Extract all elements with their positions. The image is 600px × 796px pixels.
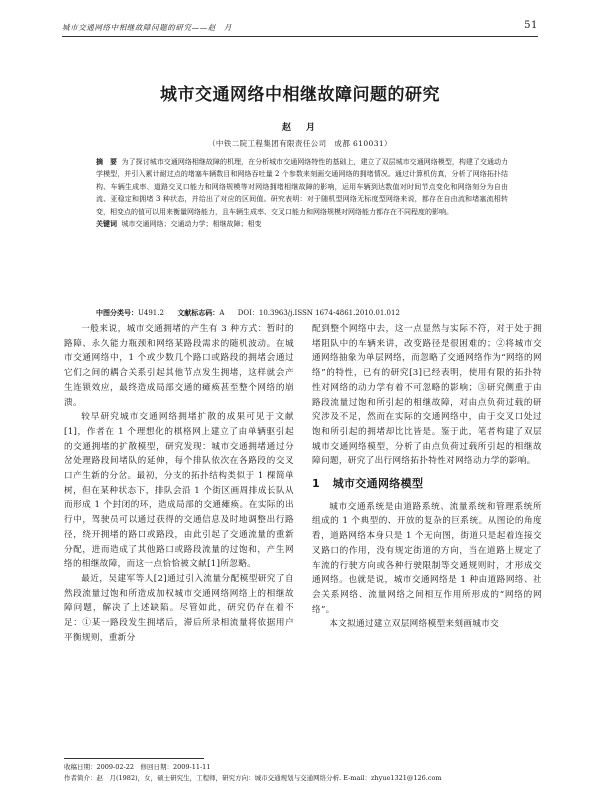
page-number: 51 xyxy=(524,20,538,31)
header-rule xyxy=(62,36,538,37)
body-paragraph: 一般来说，城市交通拥堵的产生有 3 种方式：暂时的路障、永久能力瓶颈和网络某路段需求的随机波动。在城市交通网络中，1 个或少数几个路口或路段的拥堵会通过它们之间的耦合关系引起其他节点发生拥堵，这样就会产生连锁效应，最终造成局部交通的瘫痪甚至整个网络的崩溃。 xyxy=(64,324,294,408)
abstract xyxy=(96,156,508,230)
doc-code: A xyxy=(219,309,225,317)
clc-code: U491.2 xyxy=(138,309,164,317)
author: 赵 月 xyxy=(281,123,318,133)
abstract-label: 摘 要 xyxy=(96,158,118,166)
keywords-label: 关键词 xyxy=(96,220,117,229)
abstract-paragraph xyxy=(96,156,508,218)
body-paragraph: 本文拟通过建立双层网络模型来刻画城市交 xyxy=(329,619,500,630)
footnote-rule xyxy=(64,758,204,759)
section-title: 城市交通网络模型 xyxy=(332,477,424,491)
section-heading xyxy=(312,477,542,492)
doc-code-label: 文献标志码： xyxy=(177,309,220,317)
footnote-author-bio: 作者简介：赵 月(1982)，女，硕士研究生，工程师，研究方向：城市交通规划与交通网络分析. E-mail：zhyue1321@126.com xyxy=(64,774,442,782)
keywords: 城市交通网络；交通动力学；相继故障；相变 xyxy=(121,220,262,229)
doi-label: DOI： xyxy=(237,309,259,317)
affiliation: （中铁二院工程集团有限责任公司 成都 610031） xyxy=(208,139,392,148)
keywords-line xyxy=(96,218,508,230)
body-paragraph: 最近，吴建军等人[2]通过引入流量分配模型研究了自然段流量过饱和所造成加权城市交通网络网络上的相继故障问题，解决了上述缺陷。尽管如此，研究仍存在着不足：①某一路段发生拥堵后，滞后所录相流量将依据用户平衡规则，重新分 xyxy=(64,573,294,643)
classification-line xyxy=(96,308,516,318)
section-number: 1 xyxy=(312,477,321,491)
right-column xyxy=(312,322,542,632)
running-head-title: 城市交通网络中相继故障问题的研究——赵 月 xyxy=(62,23,233,32)
body-paragraph: 城市交通系统是由道路系统、流量系统和管理系统所组成的 1 个典型的、开放的复杂的巨系统。从图论的角度看，道路网络本身只是 1 个无向图，街道只是起着连接交叉路口的作用，没有规定街道的方向，当在道路上规定了车流的行驶方向或各种行驶限制等交通规则时，才形成交通网络。也就是说，城市交通网络是 1 种由道路网络、社会关系网络、流量网络之间相互作用所形成的“网络的网络”。 xyxy=(312,501,542,615)
footnotes xyxy=(64,762,538,784)
body-paragraph: 较早研究城市交通网络拥堵扩散的成果可见于文献[1]，作者在 1 个理想化的棋格网上建立了由单辆驱引起的交通拥堵的扩散模型，研究发现：城市交通拥堵通过分岔处理路段间堵队的延伸，每个排队依次在各路段的交叉口产生新的分岔。最初，分支的拓扑结构类似于 1 棵简单树，但在某种状态下，排队会沿 1 个街区画周排成长队从而形成 1 个封闭的环，造成局部的交通瘫痪。在实际的出行中，驾驶员可以通过获得的交通信息及时地调整出行路径，绕开拥堵的路口或路段，由此引起了交通流量的重新分配，进而造成了其他路口或路段流量的过饱和，产生网络的相继故障，而这一点恰恰被文献[1]所忽略。 xyxy=(64,412,294,570)
abstract-text: 为了探讨城市交通网络相继故障的机理，在分析城市交通网络特性的基础上，建立了双层城市交通网络模型，构建了交通动力学模型，并引入累计耐过点的堵塞车辆数目和网络吞吐量 2 个参数来刻画交通网络的拥堵情况。通过计算机仿真，分析了网络拓扑结构、车辆生成率、道路交叉口能力和网络规模等对网络拥堵相继故障的影响，运用车辆到达数值对时间节点变化和网络刻分为自由流、亚稳定和拥堵 3 种状态，并给出了对应的区间值。研究表明：对于随机型网络无标度型网络来说，都存在自由流和堵塞流相转变，相变点的值可以用来衡量网络能力，且车辆生成率、交叉口能力和网络规模对网络能力都存在不同程度的影响。 xyxy=(96,158,509,216)
running-head xyxy=(62,22,538,33)
paper-title: 城市交通网络中相继故障问题的研究 xyxy=(160,85,440,105)
left-column xyxy=(64,322,294,645)
doi: 10.3963/j.ISSN 1674-4861.2010.01.012 xyxy=(258,309,400,317)
clc-label: 中图分类号： xyxy=(96,309,138,317)
body-paragraph: 配到整个网络中去，这一点显然与实际不符，对于处于拥堵阻队中的车辆来讲，改变路径是很困难的；②将城市交通网络抽象为单层网络，而忽略了交通网络作为“网络的网络”的特性，已有的研究[3]已经表明，使用有限的拓扑特性对网络的动力学有着不可忽略的影响；③研究侧重于由路段流量过饱和所引起的相继故障，对由点负荷过载的研究涉及不足，然而在实际的交通网络中，由于交叉口处过饱和所引起的拥堵却比比皆是。鉴于此，笔者构建了双层城市交通网络模型，分析了由点负荷过载所引起的相继故障问题，研究了出行网络拓扑特性对网络动力学的影响。 xyxy=(312,324,542,467)
footnote-received: 收稿日期：2009-02-22 修回日期：2009-11-11 xyxy=(64,763,211,771)
